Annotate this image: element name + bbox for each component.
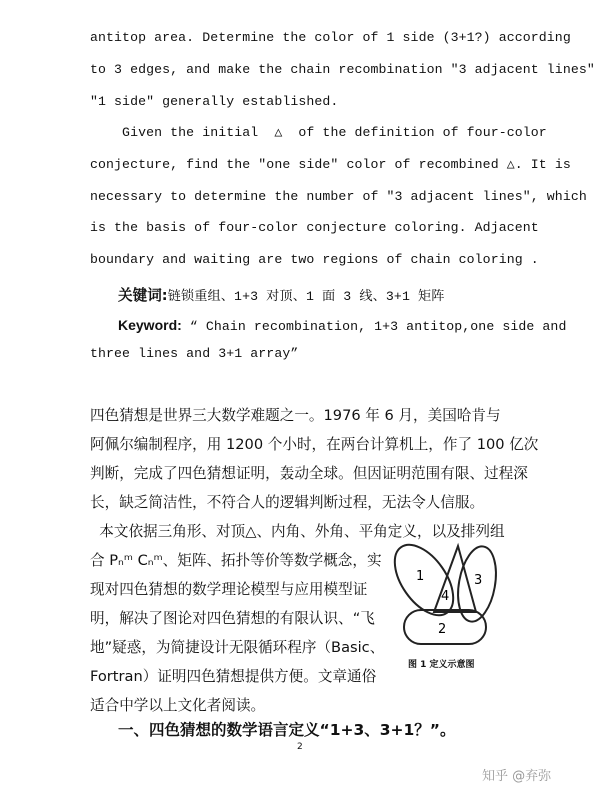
figure-caption: 图 1 定义示意图	[408, 660, 475, 670]
region-label-2: 2	[438, 622, 447, 637]
keywords-en-line2: three lines and 3+1 array”	[90, 346, 299, 361]
chinese-line: 明，解决了图论对四色猜想的有限认识、“飞	[90, 610, 375, 627]
english-line: Given the initial △ of the definition of four-color	[90, 125, 547, 140]
english-line: is the basis of four-color conjecture coloring. Adjacent	[90, 220, 539, 235]
english-line: boundary and waiting are two regions of chain coloring .	[90, 252, 539, 267]
keywords-cn-label: 关键词:	[118, 287, 168, 304]
chinese-line: 适合中学以上文化者阅读。	[90, 697, 266, 714]
chinese-line: 阿佩尔编制程序，用 1200 个小时，在两台计算机上，作了 100 亿次	[90, 436, 539, 453]
chinese-line: Fortran）证明四色猜想提供方便。文章通俗	[90, 668, 377, 685]
keywords-en	[118, 315, 566, 334]
english-line: to 3 edges, and make the chain recombination "3 adjacent lines"	[90, 62, 595, 77]
keywords-en-label: Keyword:	[118, 317, 182, 333]
chinese-line: 四色猜想是世界三大数学难题之一。1976 年 6 月，美国哈肯与	[90, 407, 501, 424]
region-label-4: 4	[441, 589, 450, 604]
english-line: conjecture, find the "one side" color of recombined △. It is	[90, 157, 571, 172]
english-line: necessary to determine the number of "3 adjacent lines", which	[90, 189, 587, 204]
definition-diagram	[390, 532, 510, 672]
page-number: 2	[297, 742, 303, 752]
chinese-line: 地”疑惑，为简捷设计无限循环程序（Basic、	[90, 639, 385, 656]
chinese-line: 现对四色猜想的数学理论模型与应用模型证	[90, 581, 368, 598]
keywords-cn	[118, 284, 445, 305]
region-label-1: 1	[416, 569, 425, 584]
chinese-line: 合 Pₙᵐ Cₙᵐ、矩阵、拓扑等价等数学概念，实	[90, 552, 382, 569]
section-heading: 一、四色猜想的数学语言定义“1+3、3+1？”。	[118, 721, 456, 739]
region-label-3: 3	[474, 573, 483, 588]
keywords-en-line1: “ Chain recombination, 1+3 antitop,one side and	[181, 319, 567, 334]
english-line: "1 side" generally established.	[90, 94, 339, 109]
chinese-line: 本文依据三角形、对顶△、内角、外角、平角定义，以及排列组	[90, 523, 505, 540]
watermark: 知乎 @弃弥	[482, 769, 552, 784]
keywords-cn-text: 链锁重组、1+3 对顶、1 面 3 线、3+1 矩阵	[167, 289, 445, 304]
chinese-line: 长，缺乏简洁性，不符合人的逻辑判断过程，无法令人信服。	[90, 494, 485, 511]
chinese-line: 判断，完成了四色猜想证明，轰动全球。但因证明范围有限、过程深	[90, 465, 528, 482]
english-line: antitop area. Determine the color of 1 side (3+1?) according	[90, 30, 571, 45]
